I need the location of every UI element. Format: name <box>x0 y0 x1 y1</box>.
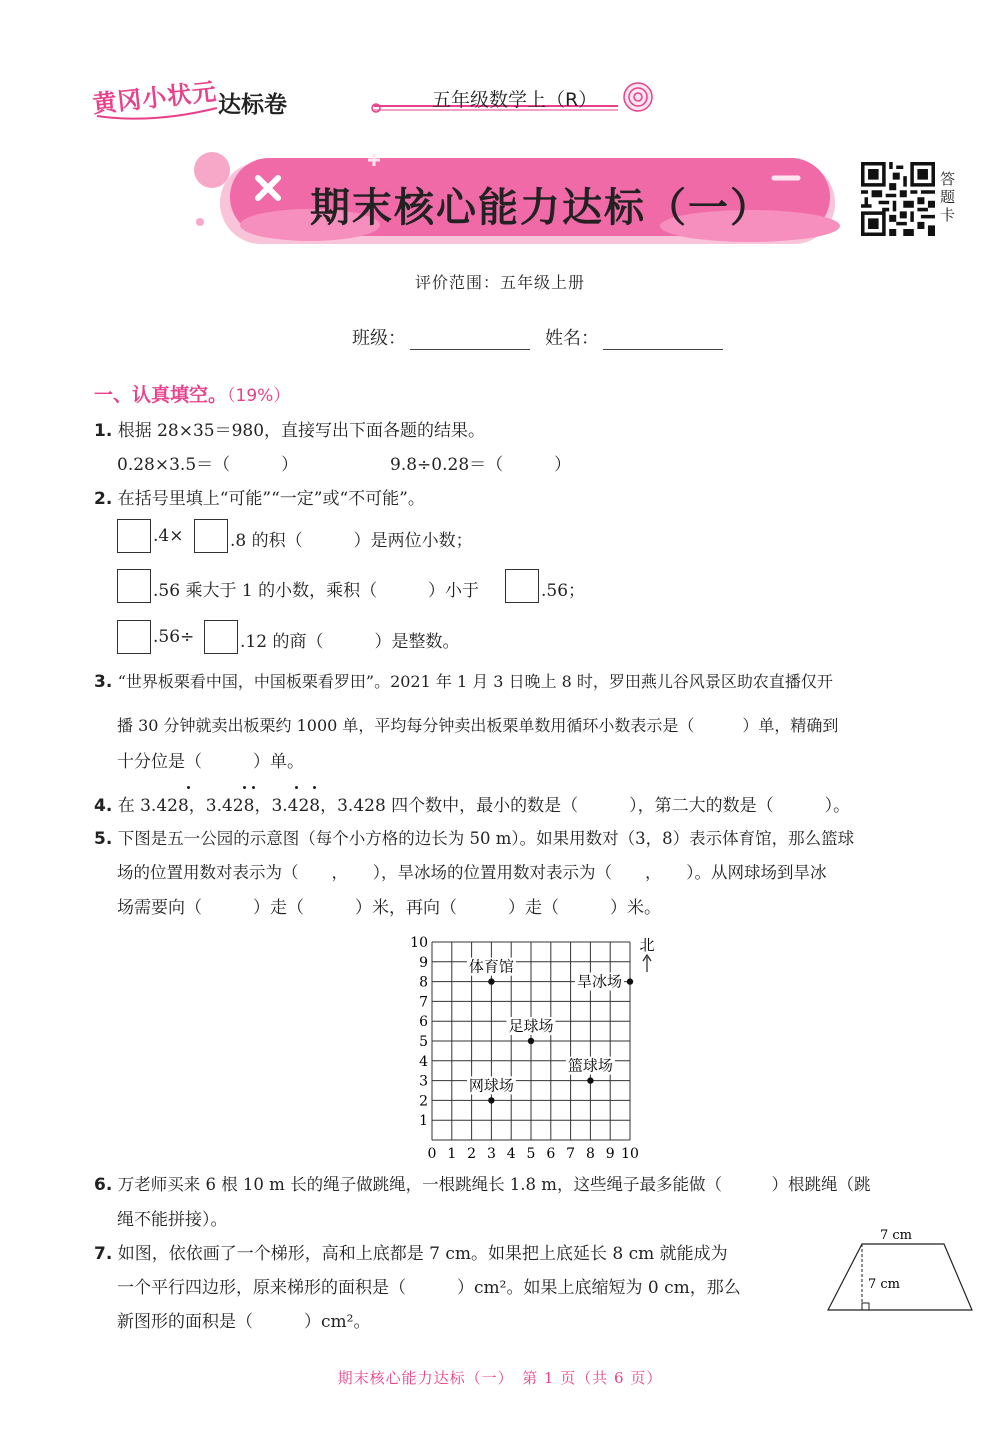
evaluation-scope: 评价范围：五年级上册 <box>414 273 585 292</box>
question-5 <box>94 825 854 849</box>
q1-part-b[interactable]: 9.8÷0.28＝（ ） <box>390 455 572 475</box>
page-footer: 期末核心能力达标（一） 第 1 页（共 6 页） <box>337 1369 663 1387</box>
question-text-line3[interactable]: 十分位是（ ）单。 <box>117 752 304 772</box>
question-text: 根据 28×35＝980，直接写出下面各题的结果。 <box>117 421 486 441</box>
repeat-dot <box>187 786 190 789</box>
q1-part-a[interactable]: 0.28×3.5＝（ ） <box>117 455 299 475</box>
question-4 <box>94 791 850 816</box>
question-number: 4. <box>94 796 113 816</box>
section-heading: 一、认真填空。 <box>94 384 228 406</box>
question-text-line2[interactable]: 场的位置用数对表示为（ ， ），旱冰场的位置用数对表示为（ ， ）。从网球场到旱冰 <box>117 863 827 882</box>
x-tick-label: 6 <box>546 1146 556 1162</box>
question-text-line3[interactable]: 场需要向（ ）走（ ）米，再向（ ）走（ ）米。 <box>117 898 661 918</box>
x-tick-label: 5 <box>526 1146 536 1162</box>
place-point <box>627 978 633 984</box>
x-tick-label: 1 <box>447 1146 457 1162</box>
series-label: 达标卷 <box>218 92 287 118</box>
y-tick-label: 4 <box>419 1053 428 1070</box>
digit-box[interactable] <box>117 569 151 603</box>
page-title: 期末核心能力达标（一） <box>310 185 772 231</box>
q2-line3-a: .56÷ <box>153 627 195 647</box>
x-tick-label: 3 <box>486 1146 496 1162</box>
place-label: 篮球场 <box>567 1056 613 1075</box>
question-1 <box>94 416 485 441</box>
digit-box[interactable] <box>117 620 151 654</box>
class-label: 班级： <box>352 328 406 349</box>
y-tick-label: 3 <box>419 1073 428 1090</box>
class-field[interactable] <box>352 324 530 350</box>
question-number: 3. <box>94 672 113 692</box>
section-score: （19%） <box>227 386 291 406</box>
question-number: 2. <box>94 489 113 509</box>
place-point <box>488 1097 494 1103</box>
question-text-line1[interactable]: 万老师买来 6 根 10 m 长的绳子做跳绳，一根跳绳长 1.8 m，这些绳子最多能做（ ）根跳绳（跳 <box>117 1175 871 1194</box>
question-6 <box>94 1171 870 1195</box>
question-number: 7. <box>94 1244 113 1264</box>
x-tick-label: 10 <box>621 1146 639 1162</box>
y-tick-label: 2 <box>419 1093 428 1110</box>
brand-logo: 黄冈小状元 <box>91 77 219 119</box>
y-tick-label: 6 <box>419 1014 428 1031</box>
place-label: 体育馆 <box>468 957 514 976</box>
question-text-line2[interactable]: 播 30 分钟就卖出板栗约 1000 单，平均每分钟卖出板栗单数用循环小数表示是（ ）单，精确到 <box>117 716 839 735</box>
section-title <box>94 380 290 407</box>
x-tick-label: 7 <box>566 1146 576 1162</box>
question-number: 6. <box>94 1175 113 1195</box>
q2-line1-b[interactable]: .8 的积（ ）是两位小数； <box>230 531 473 551</box>
repeat-dot <box>313 786 316 789</box>
place-label: 网球场 <box>468 1076 514 1095</box>
question-text[interactable]: 在 3.428，3.428，3.428，3.428 四个数中，最小的数是（ ），第二大的数是（ ）。 <box>117 796 851 816</box>
q2-line3-b[interactable]: .12 的商（ ）是整数。 <box>240 632 460 652</box>
q2-line2-a[interactable]: .56 乘大于 1 的小数，乘积（ ）小于 <box>153 581 480 601</box>
repeat-dot <box>252 786 255 789</box>
logo-swoosh <box>92 104 222 124</box>
repeat-dot <box>295 786 298 789</box>
name-blank[interactable] <box>603 331 723 350</box>
qr-label: 答题卡 <box>940 170 956 224</box>
question-text-line2: 绳不能拼接）。 <box>117 1210 228 1230</box>
question-7 <box>94 1239 728 1264</box>
class-blank[interactable] <box>410 331 530 350</box>
grade-label: 五年级数学上（R） <box>432 89 598 111</box>
question-number: 1. <box>94 421 113 441</box>
q2-line1-a: .4× <box>153 526 184 546</box>
place-point <box>587 1077 593 1083</box>
question-text-line1: 下图是五一公园的示意图（每个小方格的边长为 50 m）。如果用数对（3，8）表示体育馆，那么篮球 <box>117 829 855 848</box>
place-point <box>488 978 494 984</box>
digit-box[interactable] <box>194 519 228 553</box>
y-tick-label: 8 <box>419 974 428 991</box>
repeat-dot <box>243 786 246 789</box>
y-tick-label: 10 <box>410 935 428 951</box>
name-label: 姓名： <box>545 328 599 349</box>
question-number: 5. <box>94 829 113 849</box>
question-text-line2[interactable]: 一个平行四边形，原来梯形的面积是（ ）cm²。如果上底缩短为 0 cm，那么 <box>117 1278 741 1298</box>
digit-box[interactable] <box>505 569 539 603</box>
right-angle-mark <box>862 1303 869 1310</box>
qr-code-icon[interactable] <box>861 162 935 236</box>
x-tick-label: 9 <box>605 1146 615 1162</box>
y-tick-label: 7 <box>419 994 428 1011</box>
place-label: 足球场 <box>508 1017 554 1035</box>
x-tick-label: 4 <box>506 1146 516 1162</box>
height-label: 7 cm <box>868 1277 901 1292</box>
top-base-label: 7 cm <box>880 1228 913 1243</box>
y-tick-label: 1 <box>419 1113 428 1130</box>
q2-line2-b: .56； <box>541 581 586 601</box>
question-text-line1: 如图，依依画了一个梯形，高和上底都是 7 cm。如果把上底延长 8 cm 就能成为 <box>117 1244 728 1264</box>
name-field[interactable] <box>545 324 723 350</box>
trapezoid-figure <box>822 1222 982 1317</box>
digit-box[interactable] <box>204 620 238 654</box>
y-tick-label: 5 <box>419 1034 428 1050</box>
digit-box[interactable] <box>117 519 151 553</box>
north-label: 北 <box>639 936 655 954</box>
place-label: 旱冰场 <box>576 972 622 991</box>
question-text: 在括号里填上“可能”“一定”或“不可能”。 <box>117 489 425 509</box>
question-text-line1: “世界板栗看中国，中国板栗看罗田”。2021 年 1 月 3 日晚上 8 时，罗田燕儿谷风景区助农直播仅开 <box>117 672 833 691</box>
y-tick-label: 9 <box>419 954 428 971</box>
question-3 <box>94 669 833 692</box>
x-tick-label: 0 <box>427 1146 437 1162</box>
place-point <box>528 1038 534 1044</box>
park-grid-map <box>395 930 675 1165</box>
question-2 <box>94 484 425 509</box>
question-text-line3[interactable]: 新图形的面积是（ ）cm²。 <box>117 1312 371 1332</box>
x-tick-label: 8 <box>585 1146 595 1162</box>
x-tick-label: 2 <box>467 1146 477 1162</box>
